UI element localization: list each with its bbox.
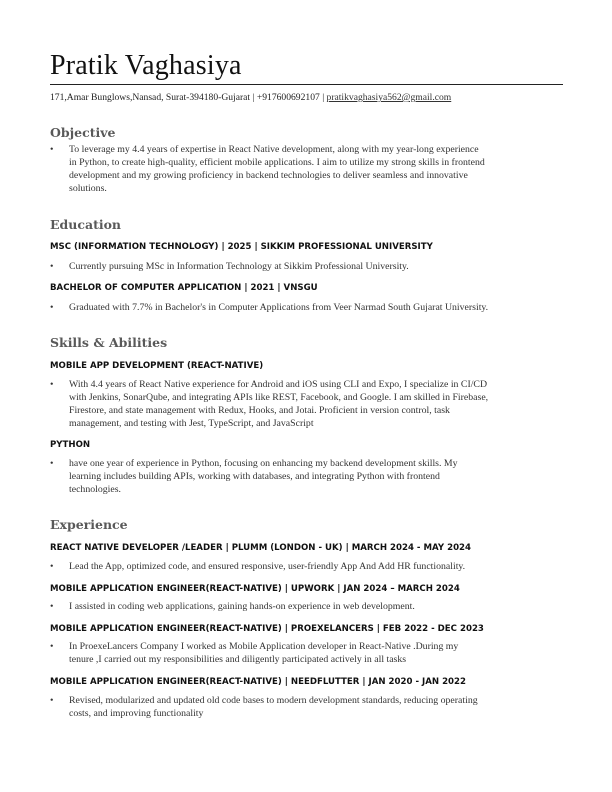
education-item-heading: BACHELOR OF COMPUTER APPLICATION | 2021 | VNSGU: [50, 283, 318, 293]
education-item-heading: MSC (INFORMATION TECHNOLOGY) | 2025 | SIKKIM PROFESSIONAL UNIVERSITY: [50, 242, 433, 252]
experience-heading: Experience: [50, 517, 128, 532]
header-divider: [50, 84, 563, 85]
skill-heading: PYTHON: [50, 440, 91, 450]
job-heading: REACT NATIVE DEVELOPER /LEADER | PLUMM (LONDON - UK) | MARCH 2024 - MAY 2024: [50, 543, 472, 553]
education-heading: Education: [50, 217, 122, 232]
bullet-icon: •: [50, 695, 54, 706]
skills-heading: Skills & Abilities: [50, 335, 168, 350]
text-line: To leverage my 4.4 years of expertise in React Native development, along with my year-long experience: [69, 144, 479, 155]
bullet-icon: •: [50, 601, 54, 612]
candidate-name: Pratik Vaghasiya: [50, 50, 242, 81]
bullet-icon: •: [50, 561, 54, 572]
text-line: Firestore, and state management with Redux, Hooks, and Jotai. Proficient in version control, task: [69, 405, 450, 416]
contact-info: 171,Amar Bunglows,Nansad, Surat-394180-Gujarat | +917600692107 |: [50, 92, 327, 103]
text-line: In ProexeLancers Company I worked as Mobile Application developer in React-Native .During my: [69, 641, 459, 652]
bullet-icon: •: [50, 261, 54, 272]
text-line: with Jenkins, SonarQube, and integrating APIs like REST, Facebook, and Google. I am skilled in Firebase,: [69, 392, 489, 403]
text-line: learning includes building APIs, working with databases, and integrating Python with frontend: [69, 471, 440, 482]
job-heading: MOBILE APPLICATION ENGINEER(REACT-NATIVE) | NEEDFLUTTER | JAN 2020 - JAN 2022: [50, 677, 466, 687]
text-line: have one year of experience in Python, focusing on enhancing my backend development skills. My: [69, 458, 458, 469]
text-line: in Python, to create high-quality, efficient mobile applications. I aim to utilize my strong skills in frontend: [69, 157, 485, 168]
text-line: development and my growing proficiency in backend technologies to deliver seamless and innovative: [69, 170, 468, 181]
text-line: technologies.: [69, 484, 121, 495]
skill-heading: MOBILE APP DEVELOPMENT (REACT-NATIVE): [50, 361, 264, 371]
objective-heading: Objective: [50, 125, 116, 140]
text-line: tenure ,I carried out my responsibilities and diligently participated actively in all tasks: [69, 654, 407, 665]
text-line: Graduated with 7.7% in Bachelor's in Computer Applications from Veer Narmad South Gujarat University.: [69, 302, 489, 313]
job-heading: MOBILE APPLICATION ENGINEER(REACT-NATIVE) | UPWORK | JAN 2024 – MARCH 2024: [50, 584, 460, 594]
text-line: Lead the App, optimized code, and ensured responsive, user-friendly App And Add HR functionality.: [69, 561, 466, 572]
bullet-icon: •: [50, 302, 54, 313]
text-line: With 4.4 years of React Native experience for Android and iOS using CLI and Expo, I specialize in CI/CD: [69, 379, 488, 390]
text-line: I assisted in coding web applications, gaining hands-on experience in web development.: [69, 601, 415, 612]
bullet-icon: •: [50, 144, 54, 155]
email-link[interactable]: pratikvaghasiya562@gmail.com: [326, 92, 452, 103]
bullet-icon: •: [50, 379, 54, 390]
text-line: Revised, modularized and updated old code bases to modern development standards, reducing operating: [69, 695, 478, 706]
bullet-icon: •: [50, 641, 54, 652]
job-heading: MOBILE APPLICATION ENGINEER(REACT-NATIVE) | PROEXELANCERS | FEB 2022 - DEC 2023: [50, 624, 484, 634]
bullet-icon: •: [50, 458, 54, 469]
text-line: management, and testing with Jest, TypeScript, and JavaScript: [69, 418, 314, 429]
contact-line: [50, 92, 451, 103]
text-line: solutions.: [69, 183, 107, 194]
text-line: costs, and improving functionality: [69, 708, 204, 719]
text-line: Currently pursuing MSc in Information Technology at Sikkim Professional University.: [69, 261, 409, 272]
